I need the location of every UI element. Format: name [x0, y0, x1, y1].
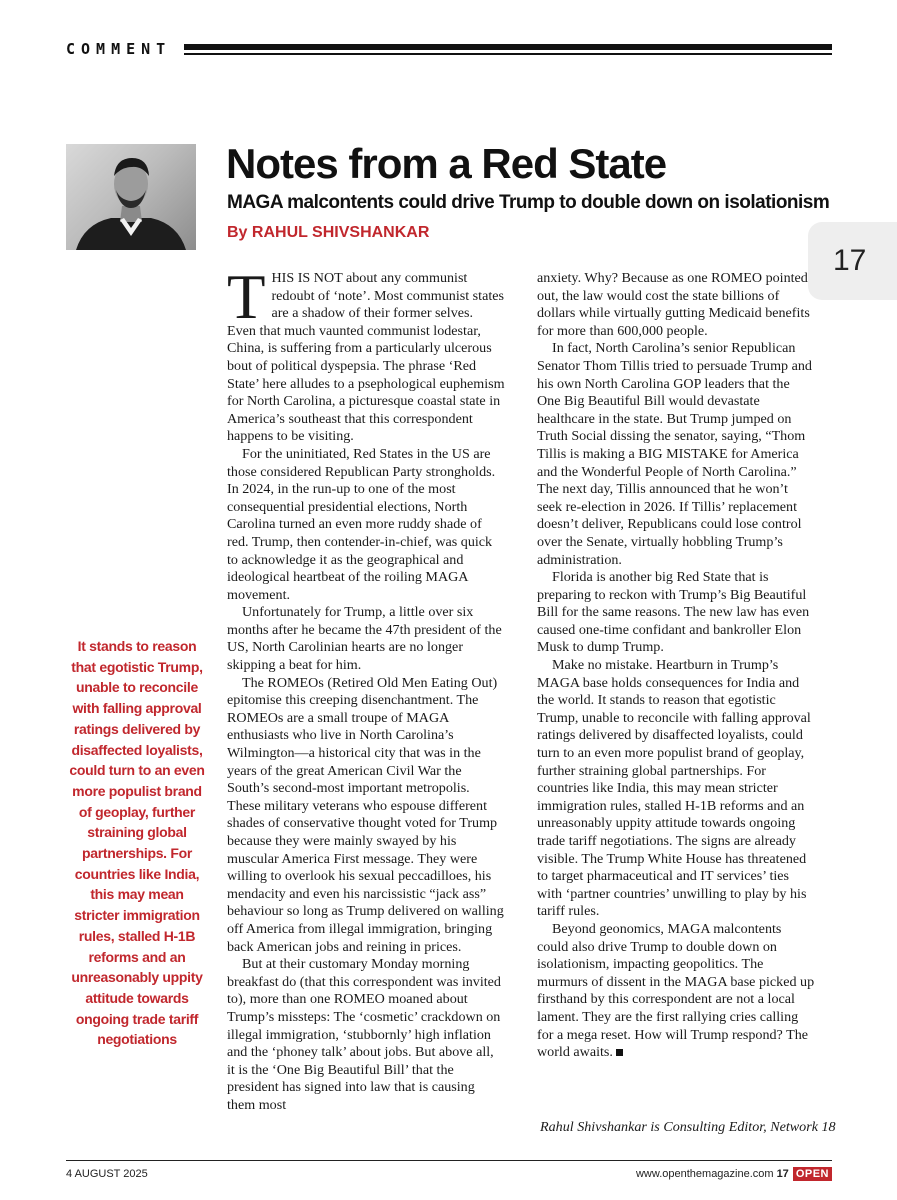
body-column-left	[227, 262, 505, 1115]
footer-page-number: 17	[776, 1167, 789, 1180]
body-paragraph: For the uninitiated, Red States in the US are those considered Republican Party strongholds. In 2024, in the run-up to one of the most consequential presidential elections, North Carolina turned an even more ruddy shade of red. Trump, then contender-in-chief, was quick to acknowledge it as the geographical and ideological heartbeat of the roiling MAGA movement.	[227, 445, 496, 603]
body-paragraph: Make no mistake. Heartburn in Trump’s MAGA base holds consequences for India and the world. It stands to reason that egotistic Trump, unable to reconcile with falling approval ratings delivered by disaffected loyalists, could turn to an even more populist brand of geoplay, further straining global partnerships. For countries like India, this may mean stricter immigration rules, stalled H-1B reforms and an unreasonably uppity attitude towards ongoing trade tariff negotiations. The signs are already visible. The Trump White House has threatened to target pharmaceutical and IT services’ ties with ‘partner countries’ unwilling to play by his tariff rules.	[537, 657, 811, 920]
body-column-right	[537, 270, 815, 1062]
open-logo: OPEN	[793, 1167, 832, 1181]
headline: Notes from a Red State	[226, 140, 667, 187]
footer-right	[636, 1165, 832, 1182]
website-link[interactable]: www.openthemagazine.com	[635, 1167, 774, 1180]
author-portrait-image	[66, 144, 196, 250]
issue-date: 4 AUGUST 2025	[66, 1168, 148, 1180]
section-rule	[184, 44, 832, 50]
body-paragraph: Unfortunately for Trump, a little over six months after he became the 47th president of the US, North Carolinian hearts are no longer skipping a beat for him.	[227, 604, 502, 674]
body-paragraph-text: HIS IS NOT about any communist redoubt of ‘note’. Most communist states are a shadow of their former selves. Even that much vaunted communist lodestar, China, is suffering from a particularly ulcerous bout of political dyspepsia. The phrase ‘Red State’ here alludes to a psephological euphemism for North Carolina, a picturesque coastal state in America’s southeast that this correspondent happens to be visiting.	[227, 270, 505, 445]
body-paragraph: In fact, North Carolina’s senior Republican Senator Thom Tillis tried to persuade Trump and his own North Carolina GOP leaders that the One Big Beautiful Bill would devastate healthcare in the state. But Trump jumped on Truth Social dissing the senator, saying, “Thom Tillis is making a BIG MISTAKE for America and the Wonderful People of North Carolina.” The next day, Tillis announced that he won’t seek re-election in 2026. If Tillis’ replacement doesn’t deliver, Republicans could lose control over the Senate, virtually hobbling Trump’s administration.	[537, 340, 812, 568]
body-paragraph	[227, 262, 505, 446]
author-credit: Rahul Shivshankar is Consulting Editor, Network 18	[540, 1119, 836, 1135]
body-paragraph	[537, 921, 815, 1062]
author-photo	[66, 144, 196, 250]
body-paragraph: The ROMEOs (Retired Old Men Eating Out) epitomise this creeping disenchantment. The ROMEOs are a small troupe of MAGA enthusiasts who live in North Carolina’s Wilmington—a historical city that was in the years of the great American Civil War the South’s second-most important metropolis. These military veterans who espouse different shades of conservative thought voted for Trump because they were mainly swayed by his muscular America First message. They were willing to overlook his sexual peccadilloes, his mendacity and even his narcissistic “jack ass” behaviour so long as Trump delivered on walling off America from illegal immigration, bringing back American jobs and reining in prices.	[227, 674, 504, 955]
pull-quote: It stands to reason that egotistic Trump, unable to reconcile with falling approval ratings delivered by disaffected loyalists, could turn to an even more populist brand of geoplay, further straining global partnerships. For countries like India, this may mean stricter immigration rules, stalled H-1B reforms and an unreasonably uppity attitude towards ongoing trade tariff negotiations	[69, 638, 205, 1048]
byline: By RAHUL SHIVSHANKAR	[227, 224, 430, 241]
page-number-badge: 17	[808, 222, 897, 300]
body-paragraph: Florida is another big Red State that is preparing to reckon with Trump’s Big Beautiful Bill for the same reasons. The new law has even caused one-time confidant and bankroller Elon Musk to dump Trump.	[537, 569, 810, 656]
standfirst: MAGA malcontents could drive Trump to double down on isolationism	[227, 192, 830, 213]
section-rule-thin	[184, 53, 832, 55]
section-label: COMMENT	[66, 40, 172, 58]
footer-rule	[66, 1160, 832, 1161]
body-paragraph-text: Beyond geonomics, MAGA malcontents could also drive Trump to double down on isolationism, impacting geopolitics. The murmurs of dissent in the MAGA base picked up firsthand by this correspondent are not a local lament. They are the first rallying cries calling for a mega reset. How will Trump respond? The world awaits.	[537, 920, 815, 1061]
body-paragraph: anxiety. Why? Because as one ROMEO pointed out, the law would cost the state billions of dollars while virtually gutting Medicaid benefits for more than 600,000 people.	[537, 270, 810, 339]
drop-cap: T	[227, 262, 266, 332]
body-paragraph: But at their customary Monday morning breakfast do (that this correspondent was invited to), more than one ROMEO moaned about Trump’s missteps: The ‘cosmetic’ crackdown on illegal immigration, ‘stubbornly’ high inflation and the ‘phoney talk’ about jobs. But above all, it is the ‘One Big Beautiful Bill’ that the president has signed into law that is causing them most	[227, 956, 501, 1113]
end-mark-icon	[616, 1049, 623, 1056]
